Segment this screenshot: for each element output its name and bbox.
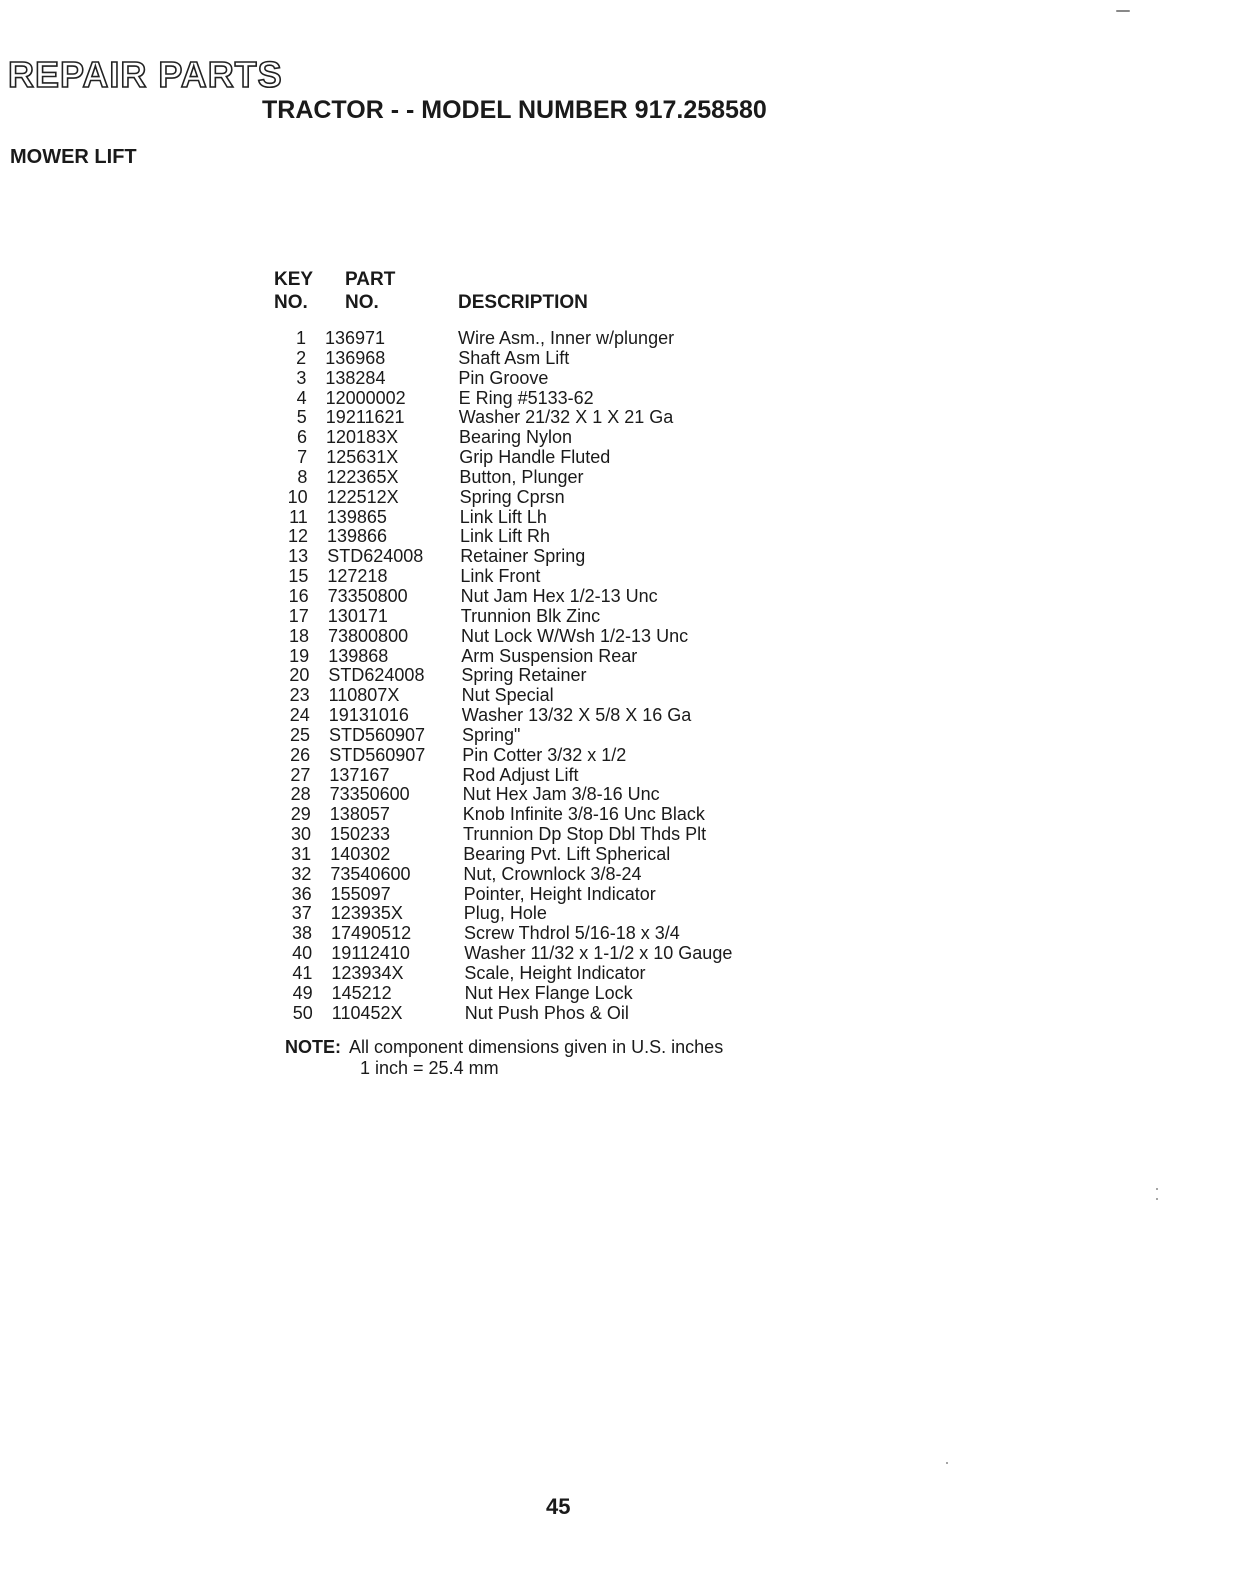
table-row bbox=[274, 725, 834, 745]
part-no: 73540600 bbox=[330, 863, 411, 884]
table-row bbox=[270, 328, 830, 348]
key-no: 6 bbox=[296, 427, 307, 448]
key-no: 36 bbox=[291, 883, 312, 904]
page-title: REPAIR PARTS bbox=[8, 54, 283, 95]
part-no: 110807X bbox=[328, 685, 400, 706]
table-row bbox=[276, 884, 836, 904]
table-row bbox=[271, 427, 831, 447]
table-row bbox=[272, 566, 832, 586]
part-no: STD560907 bbox=[329, 744, 426, 765]
part-no: STD624008 bbox=[327, 546, 424, 567]
part-description: Trunnion Blk Zinc bbox=[460, 605, 601, 626]
note-line2: 1 inch = 25.4 mm bbox=[360, 1058, 499, 1078]
part-description: Nut Hex Jam 3/8-16 Unc bbox=[462, 784, 660, 805]
scan-mark bbox=[1156, 1198, 1158, 1200]
key-no: 38 bbox=[291, 923, 312, 944]
part-description: Shaft Asm Lift bbox=[458, 347, 570, 368]
key-no: 37 bbox=[291, 903, 312, 924]
key-no: 4 bbox=[296, 387, 307, 408]
key-no: 19 bbox=[289, 645, 310, 666]
part-description: Plug, Hole bbox=[463, 903, 547, 924]
part-header-line2: NO. bbox=[345, 292, 379, 313]
part-description: Nut Hex Flange Lock bbox=[464, 982, 633, 1003]
part-no: 136968 bbox=[325, 347, 386, 368]
part-no: 19211621 bbox=[325, 407, 405, 428]
part-description: Spring Retainer bbox=[461, 665, 587, 686]
key-no: 1 bbox=[295, 328, 306, 348]
part-description: Wire Asm., Inner w/plunger bbox=[458, 328, 675, 348]
key-no: 12 bbox=[287, 526, 308, 547]
key-no: 5 bbox=[296, 407, 307, 428]
part-description: Bearing Pvt. Lift Spherical bbox=[463, 843, 671, 864]
table-row bbox=[275, 824, 835, 844]
key-header-line2: NO. bbox=[274, 292, 308, 313]
table-row bbox=[271, 467, 831, 487]
table-row bbox=[274, 765, 834, 785]
key-no: 13 bbox=[288, 546, 309, 567]
part-description: Retainer Spring bbox=[460, 546, 586, 567]
key-no: 32 bbox=[291, 863, 312, 884]
part-description: E Ring #5133-62 bbox=[458, 387, 594, 408]
part-description: Nut, Crownlock 3/8-24 bbox=[463, 863, 642, 884]
part-no: 19131016 bbox=[328, 705, 409, 726]
part-description: Washer 21/32 X 1 X 21 Ga bbox=[458, 407, 674, 428]
part-no: 138284 bbox=[325, 367, 386, 388]
key-no: 17 bbox=[288, 605, 309, 626]
part-no: 155097 bbox=[330, 883, 391, 904]
key-no: 41 bbox=[292, 963, 313, 983]
table-row bbox=[272, 546, 832, 566]
part-no: 120183X bbox=[326, 427, 399, 448]
key-no: 8 bbox=[297, 466, 308, 487]
key-no: 10 bbox=[287, 486, 308, 507]
part-description: Spring Cprsn bbox=[459, 486, 565, 507]
scan-mark bbox=[1116, 10, 1130, 12]
table-row bbox=[273, 646, 833, 666]
key-no: 23 bbox=[289, 685, 310, 706]
part-description: Nut Special bbox=[461, 685, 554, 706]
part-description: Knob Infinite 3/8-16 Unc Black bbox=[462, 804, 705, 825]
section-title: MOWER LIFT bbox=[10, 146, 137, 168]
part-no: 145212 bbox=[331, 982, 392, 1003]
part-no: 122365X bbox=[326, 466, 399, 487]
part-description: Washer 11/32 x 1-1/2 x 10 Gauge bbox=[464, 943, 733, 964]
part-description: Rod Adjust Lift bbox=[462, 764, 579, 785]
table-row bbox=[275, 784, 835, 804]
part-description: Scale, Height Indicator bbox=[464, 963, 646, 983]
part-description: Pointer, Height Indicator bbox=[463, 883, 656, 904]
part-description: Link Lift Rh bbox=[460, 526, 551, 547]
part-no: 123934X bbox=[331, 963, 404, 983]
key-no: 18 bbox=[288, 625, 309, 646]
key-no: 24 bbox=[289, 705, 310, 726]
part-no: 125631X bbox=[326, 447, 399, 468]
table-row bbox=[271, 447, 831, 467]
part-description: Link Lift Lh bbox=[459, 506, 547, 527]
table-row bbox=[270, 368, 830, 388]
table-row bbox=[273, 626, 833, 646]
part-no: 137167 bbox=[329, 764, 390, 785]
table-row bbox=[276, 943, 836, 963]
table-row bbox=[272, 507, 832, 527]
table-row bbox=[275, 864, 835, 884]
key-no: 25 bbox=[289, 724, 310, 745]
table-row bbox=[274, 745, 834, 765]
part-no: 122512X bbox=[326, 486, 399, 507]
part-no: 138057 bbox=[329, 804, 390, 825]
key-no: 28 bbox=[290, 784, 311, 805]
part-no: 136971 bbox=[325, 328, 386, 348]
part-description: Arm Suspension Rear bbox=[461, 645, 638, 666]
part-no: 139865 bbox=[326, 506, 387, 527]
key-no: 7 bbox=[297, 447, 308, 468]
table-row bbox=[271, 407, 831, 427]
part-description: Pin Cotter 3/32 x 1/2 bbox=[462, 744, 627, 765]
key-no: 50 bbox=[292, 1002, 313, 1023]
table-row bbox=[275, 804, 835, 824]
part-description: Nut Lock W/Wsh 1/2-13 Unc bbox=[461, 625, 689, 646]
part-no: 17490512 bbox=[331, 923, 412, 944]
table-row bbox=[276, 963, 836, 983]
note-line1: All component dimensions given in U.S. inches bbox=[349, 1037, 724, 1057]
page-number: 45 bbox=[546, 1494, 571, 1519]
key-no: 3 bbox=[296, 367, 307, 388]
part-description: Trunnion Dp Stop Dbl Thds Plt bbox=[463, 824, 707, 845]
part-description: Link Front bbox=[460, 566, 541, 587]
table-row bbox=[273, 665, 833, 685]
part-no: 123935X bbox=[330, 903, 403, 924]
key-no: 16 bbox=[288, 585, 309, 606]
key-no: 15 bbox=[288, 566, 309, 587]
part-no: 140302 bbox=[330, 843, 391, 864]
table-row bbox=[276, 923, 836, 943]
part-description: Grip Handle Fluted bbox=[459, 447, 611, 468]
part-no: 73350600 bbox=[329, 784, 410, 805]
table-row bbox=[276, 903, 836, 923]
part-no: 150233 bbox=[330, 824, 391, 845]
part-no-column-header bbox=[345, 268, 395, 314]
part-description: Button, Plunger bbox=[459, 466, 584, 487]
table-row bbox=[272, 487, 832, 507]
part-description: Nut Push Phos & Oil bbox=[464, 1002, 629, 1023]
table-row bbox=[273, 586, 833, 606]
table-row bbox=[277, 983, 837, 1003]
part-header-line1: PART bbox=[345, 269, 396, 290]
parts-list bbox=[270, 328, 830, 1023]
model-number-heading: TRACTOR - - MODEL NUMBER 917.258580 bbox=[262, 96, 767, 124]
part-description: Bearing Nylon bbox=[459, 427, 573, 448]
key-no: 11 bbox=[289, 506, 308, 527]
part-no: 12000002 bbox=[325, 387, 406, 408]
part-no: 130171 bbox=[327, 605, 388, 626]
table-row bbox=[270, 348, 830, 368]
table-row bbox=[271, 388, 831, 408]
key-no: 31 bbox=[291, 843, 312, 864]
note-label: NOTE: bbox=[285, 1037, 341, 1057]
table-row bbox=[274, 685, 834, 705]
part-no: 139866 bbox=[327, 526, 388, 547]
part-no: 73350800 bbox=[327, 585, 408, 606]
key-no-column-header bbox=[274, 268, 313, 314]
part-no: STD560907 bbox=[329, 724, 426, 745]
table-row bbox=[272, 526, 832, 546]
key-no: 30 bbox=[290, 824, 311, 845]
part-no: 110452X bbox=[331, 1002, 403, 1023]
part-no: 73800800 bbox=[328, 625, 409, 646]
key-header-line1: KEY bbox=[274, 269, 314, 290]
part-no: 19112410 bbox=[331, 943, 410, 964]
key-no: 49 bbox=[292, 982, 313, 1003]
part-description: Pin Groove bbox=[458, 367, 549, 388]
scan-mark bbox=[1156, 1188, 1158, 1190]
table-row bbox=[275, 844, 835, 864]
part-description: Washer 13/32 X 5/8 X 16 Ga bbox=[461, 705, 692, 726]
table-row bbox=[277, 1003, 837, 1023]
description-column-header: DESCRIPTION bbox=[458, 292, 588, 313]
key-no: 40 bbox=[292, 943, 313, 964]
key-no: 26 bbox=[290, 744, 311, 765]
key-no: 20 bbox=[289, 665, 310, 686]
key-no: 29 bbox=[290, 804, 311, 825]
part-no: 127218 bbox=[327, 566, 388, 587]
key-no: 2 bbox=[296, 347, 307, 368]
part-no: STD624008 bbox=[328, 665, 425, 686]
scan-mark bbox=[946, 1462, 948, 1464]
part-description: Spring" bbox=[462, 724, 521, 745]
table-row bbox=[273, 606, 833, 626]
part-description: Nut Jam Hex 1/2-13 Unc bbox=[460, 585, 658, 606]
part-description: Screw Thdrol 5/16-18 x 3/4 bbox=[464, 923, 680, 944]
key-no: 27 bbox=[290, 764, 311, 785]
table-row bbox=[274, 705, 834, 725]
note bbox=[285, 1037, 724, 1078]
part-no: 139868 bbox=[328, 645, 389, 666]
